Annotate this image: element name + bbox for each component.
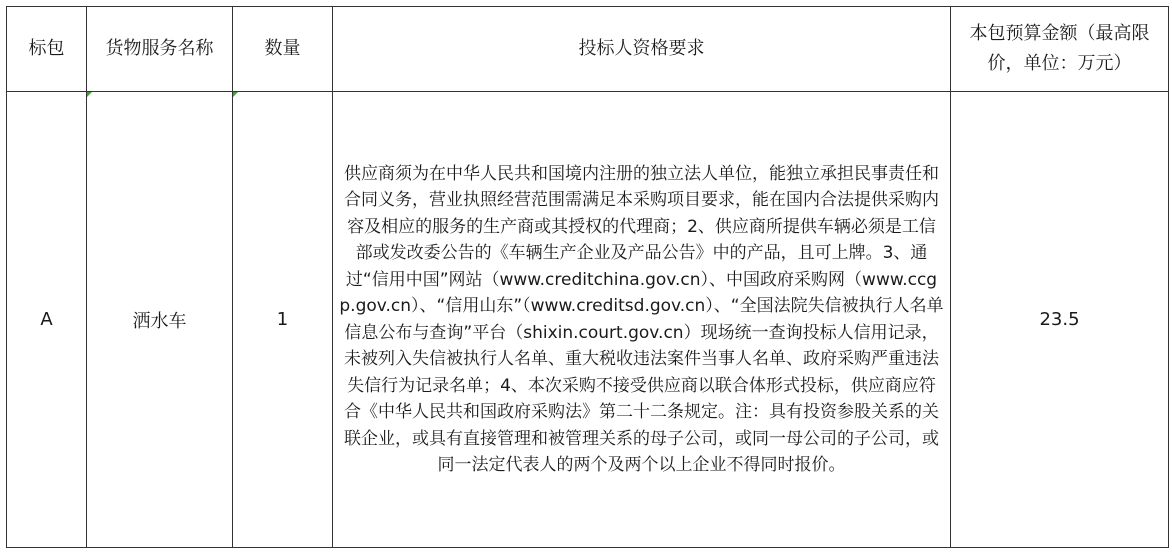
cell-goods-service-name: 洒水车 <box>87 92 233 548</box>
header-quantity: 数量 <box>233 7 333 92</box>
cell-bid-package: A <box>7 92 87 548</box>
procurement-table <box>6 6 1169 548</box>
cell-quantity: 1 <box>233 92 333 548</box>
cell-bidder-requirements: 供应商须为在中华人民共和国境内注册的独立法人单位，能独立承担民事责任和合同义务，营业执照经营范围需满足本采购项目要求，能在国内合法提供采购内容及相应的服务的生产商或其授权的代理商；2、供应商所提供车辆必须是工信部或发改委公告的《车辆生产企业及产品公告》中的产品，且可上牌。3、通过“信用中国”网站（www.creditchina.gov.cn）、中国政府采购网（www.ccgp.gov.cn）、“信用山东”（www.creditsd.gov.cn）、“全国法院失信被执行人名单信息公布与查询”平台（shixin.court.gov.cn）现场统一查询投标人信用记录，未被列入失信被执行人名单、重大税收违法案件当事人名单、政府采购严重违法失信行为记录名单；4、本次采购不接受供应商以联合体形式投标，供应商应符合《中华人民共和国政府采购法》第二十二条规定。注：具有投资参股关系的关联企业，或具有直接管理和被管理关系的母子公司，或同一母公司的子公司，或同一法定代表人的两个及两个以上企业不得同时报价。 <box>333 92 951 548</box>
header-goods-service-name: 货物服务名称 <box>87 7 233 92</box>
table-header-row <box>7 7 1169 92</box>
header-bidder-requirements: 投标人资格要求 <box>333 7 951 92</box>
table-row <box>7 92 1169 548</box>
cell-budget: 23.5 <box>951 92 1169 548</box>
header-bid-package: 标包 <box>7 7 87 92</box>
header-budget: 本包预算金额（最高限价，单位：万元） <box>951 7 1169 92</box>
